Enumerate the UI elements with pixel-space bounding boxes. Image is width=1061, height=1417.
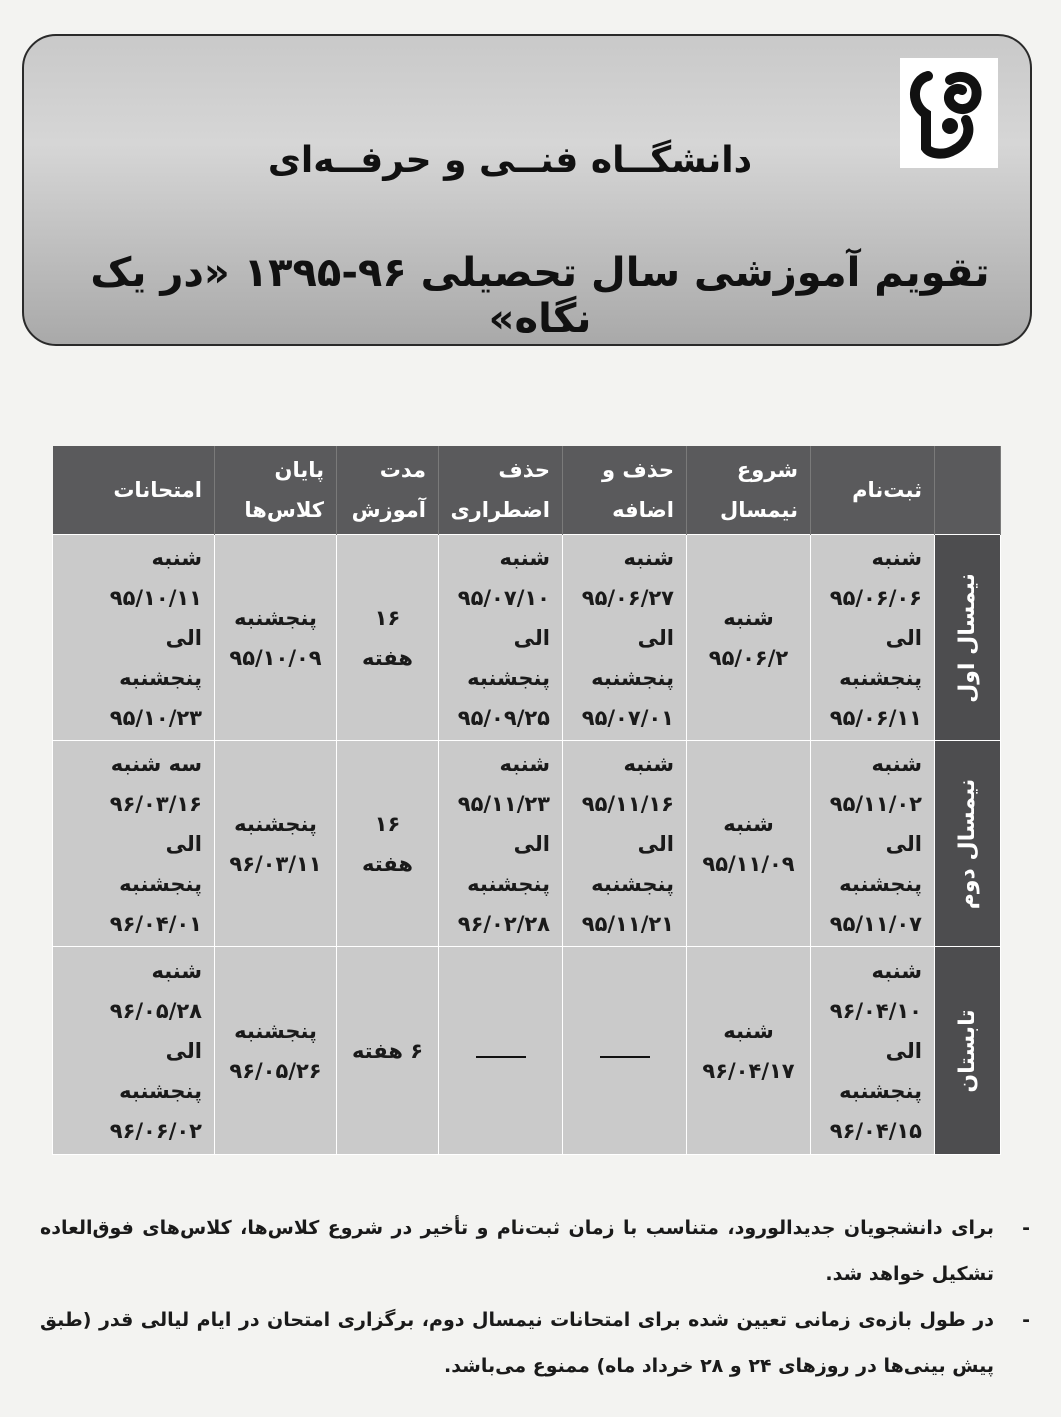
column-header: ثبت‌نام [811,446,935,535]
table-row [53,535,1001,741]
column-header: حذف و اضافه [563,446,687,535]
cell-line: شنبه [723,605,774,630]
column-header: حذف اضطراری [439,446,563,535]
cell-line: شنبه [151,545,202,570]
table-cell [687,947,811,1155]
cell-line: ۹۵/۱۰/۱۱ [109,585,202,610]
cell-line: شنبه [151,958,202,983]
table-cell [811,947,935,1155]
table-cell [563,741,687,947]
cell-line: ۹۵/۰۶/۰۶ [829,585,922,610]
cell-line: ۹۵/۱۱/۲۱ [581,911,674,936]
table-cell [687,741,811,947]
cell-line: ۹۵/۰۶/۱۱ [829,705,922,730]
table-cell [687,535,811,741]
cell-line: ۹۶/۰۲/۲۸ [457,911,550,936]
cell-line: شنبه [623,751,674,776]
note-bullet: - [1022,1309,1030,1331]
cell-line: پنجشنبه [467,871,550,896]
calendar-title: تقویم آموزشی سال تحصیلی ۹۶-۱۳۹۵ «در یک نگاه» [90,250,990,342]
table-cell [53,947,215,1155]
table-cell [53,535,215,741]
table-cell [439,947,563,1155]
semester-label: نیمسال اول [954,572,980,703]
note-item [40,1297,1030,1389]
cell-line: ۹۶/۰۳/۱۶ [109,791,202,816]
cell-line: ۹۵/۱۱/۰۹ [702,851,795,876]
table-cell [215,535,337,741]
cell-line: ۹۵/۰۷/۱۰ [457,585,550,610]
note-item [40,1205,1030,1297]
cell-line: شنبه [723,811,774,836]
logo-mark [900,58,998,168]
cell-line: الی [165,625,202,650]
table-cell [811,741,935,947]
row-header-semester [935,741,1001,947]
table-cell [337,535,439,741]
cell-line: ۹۶/۰۴/۰۱ [109,911,202,936]
cell-line: پنجشنبه [839,871,922,896]
table-header-row [53,446,1001,535]
note-bullet: - [1022,1217,1030,1239]
cell-line: ۹۶/۰۵/۲۸ [109,998,202,1023]
university-name: دانشگــاه فنــی و حرفــه‌ای [267,140,753,181]
empty-dash [476,1056,526,1058]
column-header: مدت آموزش [337,446,439,535]
column-header: پایان کلاس‌ها [215,446,337,535]
column-header: امتحانات [53,446,215,535]
notes-section [40,1205,1030,1389]
cell-line: پنجشنبه [839,665,922,690]
note-text: در طول بازه‌ی زمانی تعیین شده برای امتحانات نیمسال دوم، برگزاری امتحان در ایام لیالی قدر (طبق پیش بینی‌ها در روزهای ۲۴ و ۲۸ خرداد ماه) ممنوع می‌باشد. [40,1309,994,1377]
cell-line: ۹۵/۱۱/۰۷ [829,911,922,936]
cell-line: الی [513,831,550,856]
cell-line: پنجشنبه [234,1018,317,1043]
cell-line: الی [637,831,674,856]
empty-dash [600,1056,650,1058]
calendar-table [52,446,1001,1155]
cell-line: پنجشنبه [234,605,317,630]
header-corner [935,446,1001,535]
cell-line: ۹۶/۰۶/۰۲ [109,1118,202,1143]
cell-line: الی [513,625,550,650]
semester-label: تابستان [954,1008,980,1093]
cell-line: ۶ هفته [351,1038,424,1063]
cell-line: شنبه [871,545,922,570]
cell-line: پنجشنبه [119,1078,202,1103]
cell-line: شنبه [871,751,922,776]
cell-line: ۹۵/۰۷/۰۱ [581,705,674,730]
university-logo [900,58,998,168]
cell-line: سه شنبه [110,751,202,776]
cell-line: الی [165,831,202,856]
cell-line: ۹۵/۱۱/۰۲ [829,791,922,816]
cell-line: الی [885,625,922,650]
cell-line: ۹۵/۰۹/۲۵ [457,705,550,730]
cell-line: پنجشنبه [467,665,550,690]
table-row [53,741,1001,947]
table-row [53,947,1001,1155]
cell-line: شنبه [623,545,674,570]
cell-line: پنجشنبه [839,1078,922,1103]
row-header-semester [935,947,1001,1155]
table-cell [53,741,215,947]
cell-line: پنجشنبه [591,665,674,690]
cell-line: الی [637,625,674,650]
cell-line: ۹۵/۱۰/۲۳ [109,705,202,730]
cell-line: ۱۶ هفته [362,811,413,876]
semester-label: نیمسال دوم [954,778,980,909]
cell-line: پنجشنبه [119,871,202,896]
cell-line: ۹۵/۰۶/۲۷ [581,585,674,610]
cell-line: ۹۵/۱۰/۰۹ [229,645,322,670]
cell-line: ۱۶ هفته [362,605,413,670]
table-cell [563,947,687,1155]
cell-line: شنبه [723,1018,774,1043]
cell-line: پنجشنبه [591,871,674,896]
table-cell [337,741,439,947]
cell-line: الی [885,831,922,856]
table-cell [215,741,337,947]
cell-line: الی [165,1038,202,1063]
calendar-table-wrap [52,446,1000,1154]
cell-line: ۹۶/۰۴/۱۷ [702,1058,795,1083]
table-cell [337,947,439,1155]
column-header: شروع نیمسال [687,446,811,535]
cell-line: پنجشنبه [119,665,202,690]
table-body [53,535,1001,1155]
table-cell [439,535,563,741]
cell-line: ۹۶/۰۵/۲۶ [229,1058,322,1083]
cell-line: شنبه [871,958,922,983]
cell-line: ۹۵/۱۱/۲۳ [457,791,550,816]
table-cell [563,535,687,741]
row-header-semester [935,535,1001,741]
cell-line: ۹۶/۰۴/۱۵ [829,1118,922,1143]
cell-line: ۹۶/۰۴/۱۰ [829,998,922,1023]
cell-line: شنبه [499,545,550,570]
table-cell [215,947,337,1155]
table-cell [439,741,563,947]
cell-line: ۹۵/۰۶/۲ [708,645,789,670]
note-text: برای دانشجویان جدیدالورود، متناسب با زمان ثبت‌نام و تأخیر در شروع کلاس‌ها، کلاس‌های فوق‌العاده تشکیل خواهد شد. [40,1217,994,1285]
cell-line: ۹۶/۰۳/۱۱ [229,851,322,876]
table-cell [811,535,935,741]
cell-line: الی [885,1038,922,1063]
cell-line: شنبه [499,751,550,776]
cell-line: پنجشنبه [234,811,317,836]
cell-line: ۹۵/۱۱/۱۶ [581,791,674,816]
